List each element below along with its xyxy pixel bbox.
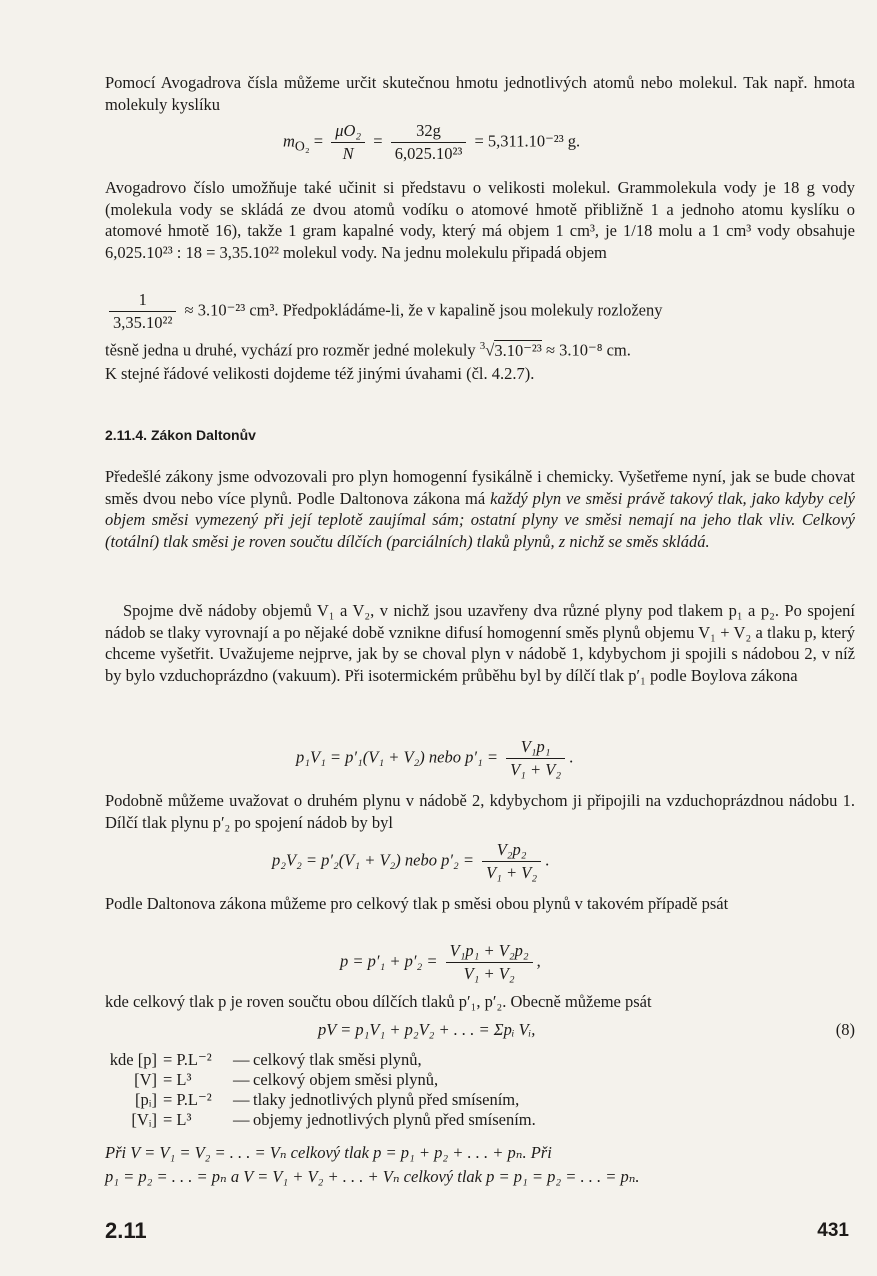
- root-index: 3: [479, 340, 486, 352]
- eq-m-sub: O₂: [294, 138, 310, 154]
- eq-m-result: = 5,311.10⁻²³ g.: [474, 131, 581, 151]
- line-cube-root: těsně jedna u druhé, vychází pro rozměr jedné molekuly $^3$√3.10⁻²³ ≈ 3.10⁻⁸ cm.: [105, 340, 631, 360]
- fraction-32g-over-avogadro: $\frac{32g}{\text{6,025.10²³}}$: [391, 121, 467, 164]
- paragraph-special-cases-1: Při V = V₁ = V₂ = . . . = Vₙ celkový tlak p = p₁ + p₂ + . . . + pₙ. Při: [105, 1143, 552, 1162]
- equation-partial-pressure-2: p₂V₂ = p′₂(V₁ + V₂) nebo p′₂ = $\frac{\text{V₂p₂}}{\text{V₁ + V₂}}$ .: [272, 840, 550, 882]
- footer-section: 2.11: [105, 1218, 147, 1243]
- equation-general-8: pV = p₁V₁ + p₂V₂ + . . . = Σpᵢ Vᵢ,: [318, 1020, 536, 1039]
- legend-row: [Vᵢ] = L³ — objemy jednotlivých plynů před smísením.: [131, 1110, 536, 1129]
- legend-row: [V] = L³ — celkový objem směsi plynů,: [134, 1070, 439, 1089]
- fraction-partial-1: $\frac{\text{V₁p₁}}{\text{V₁ + V₂}}$: [506, 737, 565, 780]
- paragraph-two-vessels: Spojme dvě nádoby objemů V₁ a V₂, v nichž jsou uzavřeny dva různé plyny pod tlakem p₁ a p₂. Po spojení nádob se tlaky vyrovnají a po nějaké době vznikne difusí homogenní směs plynů objemu V₁ + V₂ a tlaku p, který chceme vyšetřit. Uvažujeme nejprve, jak by se choval plyn v nádobě 1, kdybychom ji spojili s nádobou 2, v níž by bylo vzduchoprázdno (vakuum). Při isotermickém průběhu byl by dílčí tlak p′₁ podle Boylova zákona: [105, 601, 855, 685]
- fraction-partial-2: $\frac{\text{V₂p₂}}{\text{V₁ + V₂}}$: [482, 840, 541, 883]
- paragraph-avogadro-mass: Pomocí Avogadrova čísla můžeme určit skutečnou hmotu jednotlivých atomů nebo molekul. Tak např. hmota molekuly kyslíku: [105, 73, 855, 114]
- legend-list: [105, 1050, 536, 1130]
- paragraph-dalton-law: Předešlé zákony jsme odvozovali pro plyn homogenní fysikálně i chemicky. Vyšetřeme nyní, jak se bude chovat směs dvou nebo více plynů. Podle Daltonova zákona má každý plyn ve směsi právě takový tlak, jako kdyby celý objem směsi vymezený při její teplotě zaujímal sám; ostatní plyny ve směsi nemají na jeho tlak vliv. Celkový (totální) tlak směsi je roven součtu dílčích (parciálních) tlaků plynů, z nichž se směs skládá.: [105, 467, 855, 551]
- equation-partial-pressure-1: p₁V₁ = p′₁(V₁ + V₂) nebo p′₁ = $\frac{\text{V₁p₁}}{\text{V₁ + V₂}}$ .: [296, 737, 574, 779]
- paragraph-general: kde celkový tlak p je roven součtu obou dílčích tlaků p′₁, p′₂. Obecně můžeme psát: [105, 992, 652, 1011]
- section-number: 2.11.4.: [105, 427, 148, 443]
- fraction-mu-over-n: $\frac{\text{μO₂}}{N}$: [331, 121, 365, 164]
- fraction-total: $\frac{\text{V₁p₁ + V₂p₂}}{\text{V₁ + V₂}}$: [446, 941, 533, 984]
- section-title: Zákon Daltonův: [150, 427, 256, 443]
- paragraph-special-cases-2: p₁ = p₂ = . . . = pₙ a V = V₁ + V₂ + . . . + Vₙ celkový tlak p = p₁ = p₂ = . . . = pₙ.: [105, 1167, 640, 1186]
- legend-row: [pᵢ] = P.L⁻² — tlaky jednotlivých plynů před smísením,: [135, 1090, 520, 1109]
- paragraph-second-gas: Podobně můžeme uvažovat o druhém plynu v nádobě 2, kdybychom ji připojili na vzduchoprázdnou nádobu 1. Dílčí tlak plynu p′₂ po spojení nádob by byl: [105, 791, 855, 832]
- eq-m-lhs: m: [283, 131, 295, 151]
- fraction-molecule-volume: $\frac{1}{\text{3,35.10²²}}$: [109, 290, 176, 333]
- root-argument: 3.10⁻²³: [494, 340, 542, 360]
- paragraph-order-of-magnitude: K stejné řádové velikosti dojdeme též jinými úvahami (čl. 4.2.7).: [105, 364, 535, 383]
- equation-number: (8): [835, 1020, 855, 1039]
- equation-oxygen-mass: $m_{O_2}$ = $\frac{\text{μO₂}}{N}$ = $\frac{32g}{\text{6,025.10²³}}$ = 5,311.10⁻²³ g.: [283, 121, 581, 163]
- legend-row: kde [p] = P.L⁻² — celkový tlak směsi plynů,: [109, 1050, 422, 1069]
- paragraph-total-pressure: Podle Daltonova zákona můžeme pro celkový tlak p směsi obou plynů v takovém případě psát: [105, 894, 729, 913]
- footer-page-number: 431: [817, 1220, 849, 1241]
- equation-molecule-volume: $\frac{1}{\text{3,35.10²²}}$ ≈ 3.10⁻²³ cm³. Předpokládáme-li, že v kapalině jsou molekuly rozloženy: [105, 290, 663, 333]
- equation-total-pressure: p = p′₁ + p′₂ = $\frac{\text{V₁p₁ + V₂p₂}}{\text{V₁ + V₂}}$ ,: [340, 941, 541, 983]
- root-sign-icon: √: [485, 340, 495, 360]
- dalton-law-statement: každý plyn ve směsi právě takový tlak, jako kdyby celý objem směsi vymezený při její teplotě zaujímal sám; ostatní plyny ve směsi nemají na jeho tlak vliv. Celkový (totální) tlak směsi je roven součtu dílčích (parciálních) tlaků plynů, z nichž se směs skládá.: [105, 488, 855, 551]
- section-heading: [105, 427, 256, 443]
- paragraph-molecule-size: Avogadrovo číslo umožňuje také učinit si představu o velikosti molekul. Grammolekula vody je 18 g vody (molekula vody se skládá ze dvou atomů vodíku o atomové hmotě přibližně 1 a jednoho atomu kyslíku o atomové hmotě 16), takže 1 gram kapalné vody, který má objem 1 cm³, je 1/18 molu a 1 cm³ vody obsahuje 6,025.10²³ : 18 = 3,35.10²² molekul vody. Na jednu molekulu připadá objem: [105, 178, 855, 262]
